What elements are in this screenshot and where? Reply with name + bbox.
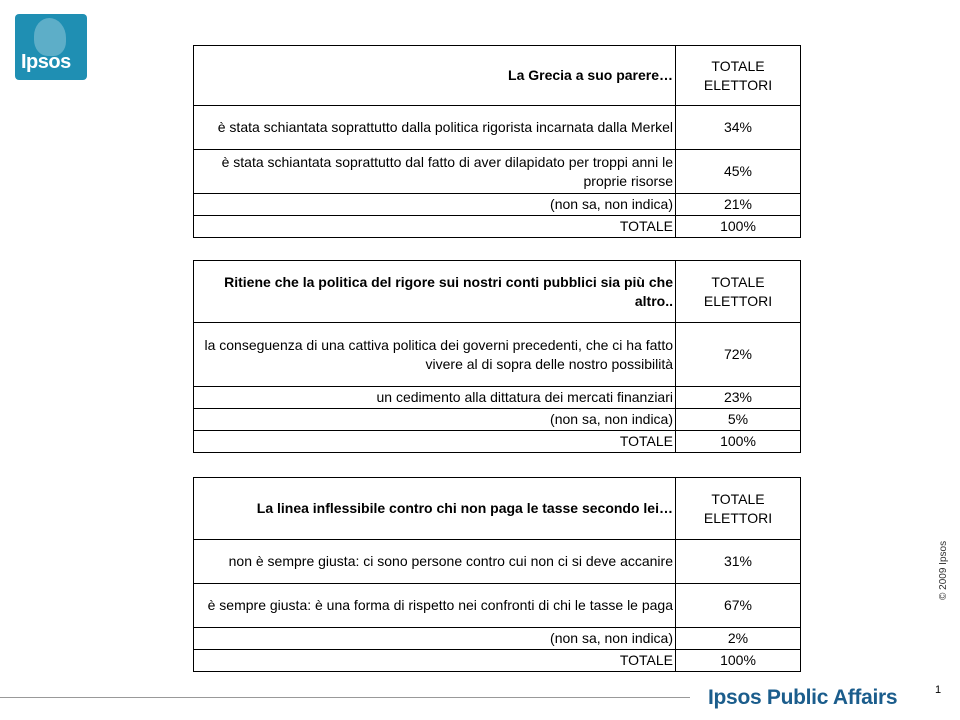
- copyright-text: © 2009 Ipsos: [938, 540, 949, 600]
- survey-table-rigore: [193, 260, 801, 453]
- answer-label: è stata schiantata soprattutto dalla politica rigorista incarnata dalla Merkel: [194, 106, 676, 150]
- total-value: 100%: [676, 216, 801, 238]
- table-row: [194, 216, 801, 238]
- answer-label: non è sempre giusta: ci sono persone contro cui non ci si deve accanire: [194, 540, 676, 584]
- question-cell: Ritiene che la politica del rigore sui nostri conti pubblici sia più che altro..: [194, 261, 676, 323]
- total-value: 100%: [676, 431, 801, 453]
- table-row: [194, 194, 801, 216]
- table-header-row: [194, 46, 801, 106]
- table-row: [194, 409, 801, 431]
- footer-brand: Ipsos Public Affairs: [708, 686, 898, 709]
- answer-value: 5%: [676, 409, 801, 431]
- ipsos-logo: [15, 14, 87, 80]
- answer-value: 72%: [676, 323, 801, 387]
- table-row: [194, 387, 801, 409]
- answer-label: (non sa, non indica): [194, 628, 676, 650]
- answer-value: 21%: [676, 194, 801, 216]
- answer-value: 31%: [676, 540, 801, 584]
- page-number: 1: [935, 684, 942, 696]
- footer-divider: [0, 697, 690, 698]
- survey-table-grecia: [193, 45, 801, 238]
- answer-value: 23%: [676, 387, 801, 409]
- answer-value: 67%: [676, 584, 801, 628]
- total-label: TOTALE: [194, 650, 676, 672]
- table-row: [194, 150, 801, 194]
- answer-value: 34%: [676, 106, 801, 150]
- answer-label: è stata schiantata soprattutto dal fatto di aver dilapidato per troppi anni le proprie risorse: [194, 150, 676, 194]
- answer-label: è sempre giusta: è una forma di rispetto nei confronti di chi le tasse le paga: [194, 584, 676, 628]
- table-row: [194, 584, 801, 628]
- column-header-cell: TOTALE ELETTORI: [676, 46, 801, 106]
- table-header-row: [194, 478, 801, 540]
- table-row: [194, 431, 801, 453]
- column-header-cell: TOTALE ELETTORI: [676, 261, 801, 323]
- table-header-row: [194, 261, 801, 323]
- answer-label: la conseguenza di una cattiva politica dei governi precedenti, che ci ha fatto vivere al di sopra delle nostro possibilità: [194, 323, 676, 387]
- total-label: TOTALE: [194, 216, 676, 238]
- question-cell: La Grecia a suo parere…: [194, 46, 676, 106]
- survey-table-tasse: [193, 477, 801, 672]
- table-row: [194, 106, 801, 150]
- total-value: 100%: [676, 650, 801, 672]
- answer-value: 45%: [676, 150, 801, 194]
- total-label: TOTALE: [194, 431, 676, 453]
- logo-text: Ipsos: [21, 51, 71, 73]
- answer-label: un cedimento alla dittatura dei mercati finanziari: [194, 387, 676, 409]
- answer-label: (non sa, non indica): [194, 409, 676, 431]
- question-cell: La linea inflessibile contro chi non paga le tasse secondo lei…: [194, 478, 676, 540]
- column-header-cell: TOTALE ELETTORI: [676, 478, 801, 540]
- table-row: [194, 628, 801, 650]
- answer-label: (non sa, non indica): [194, 194, 676, 216]
- table-row: [194, 323, 801, 387]
- table-row: [194, 540, 801, 584]
- answer-value: 2%: [676, 628, 801, 650]
- table-row: [194, 650, 801, 672]
